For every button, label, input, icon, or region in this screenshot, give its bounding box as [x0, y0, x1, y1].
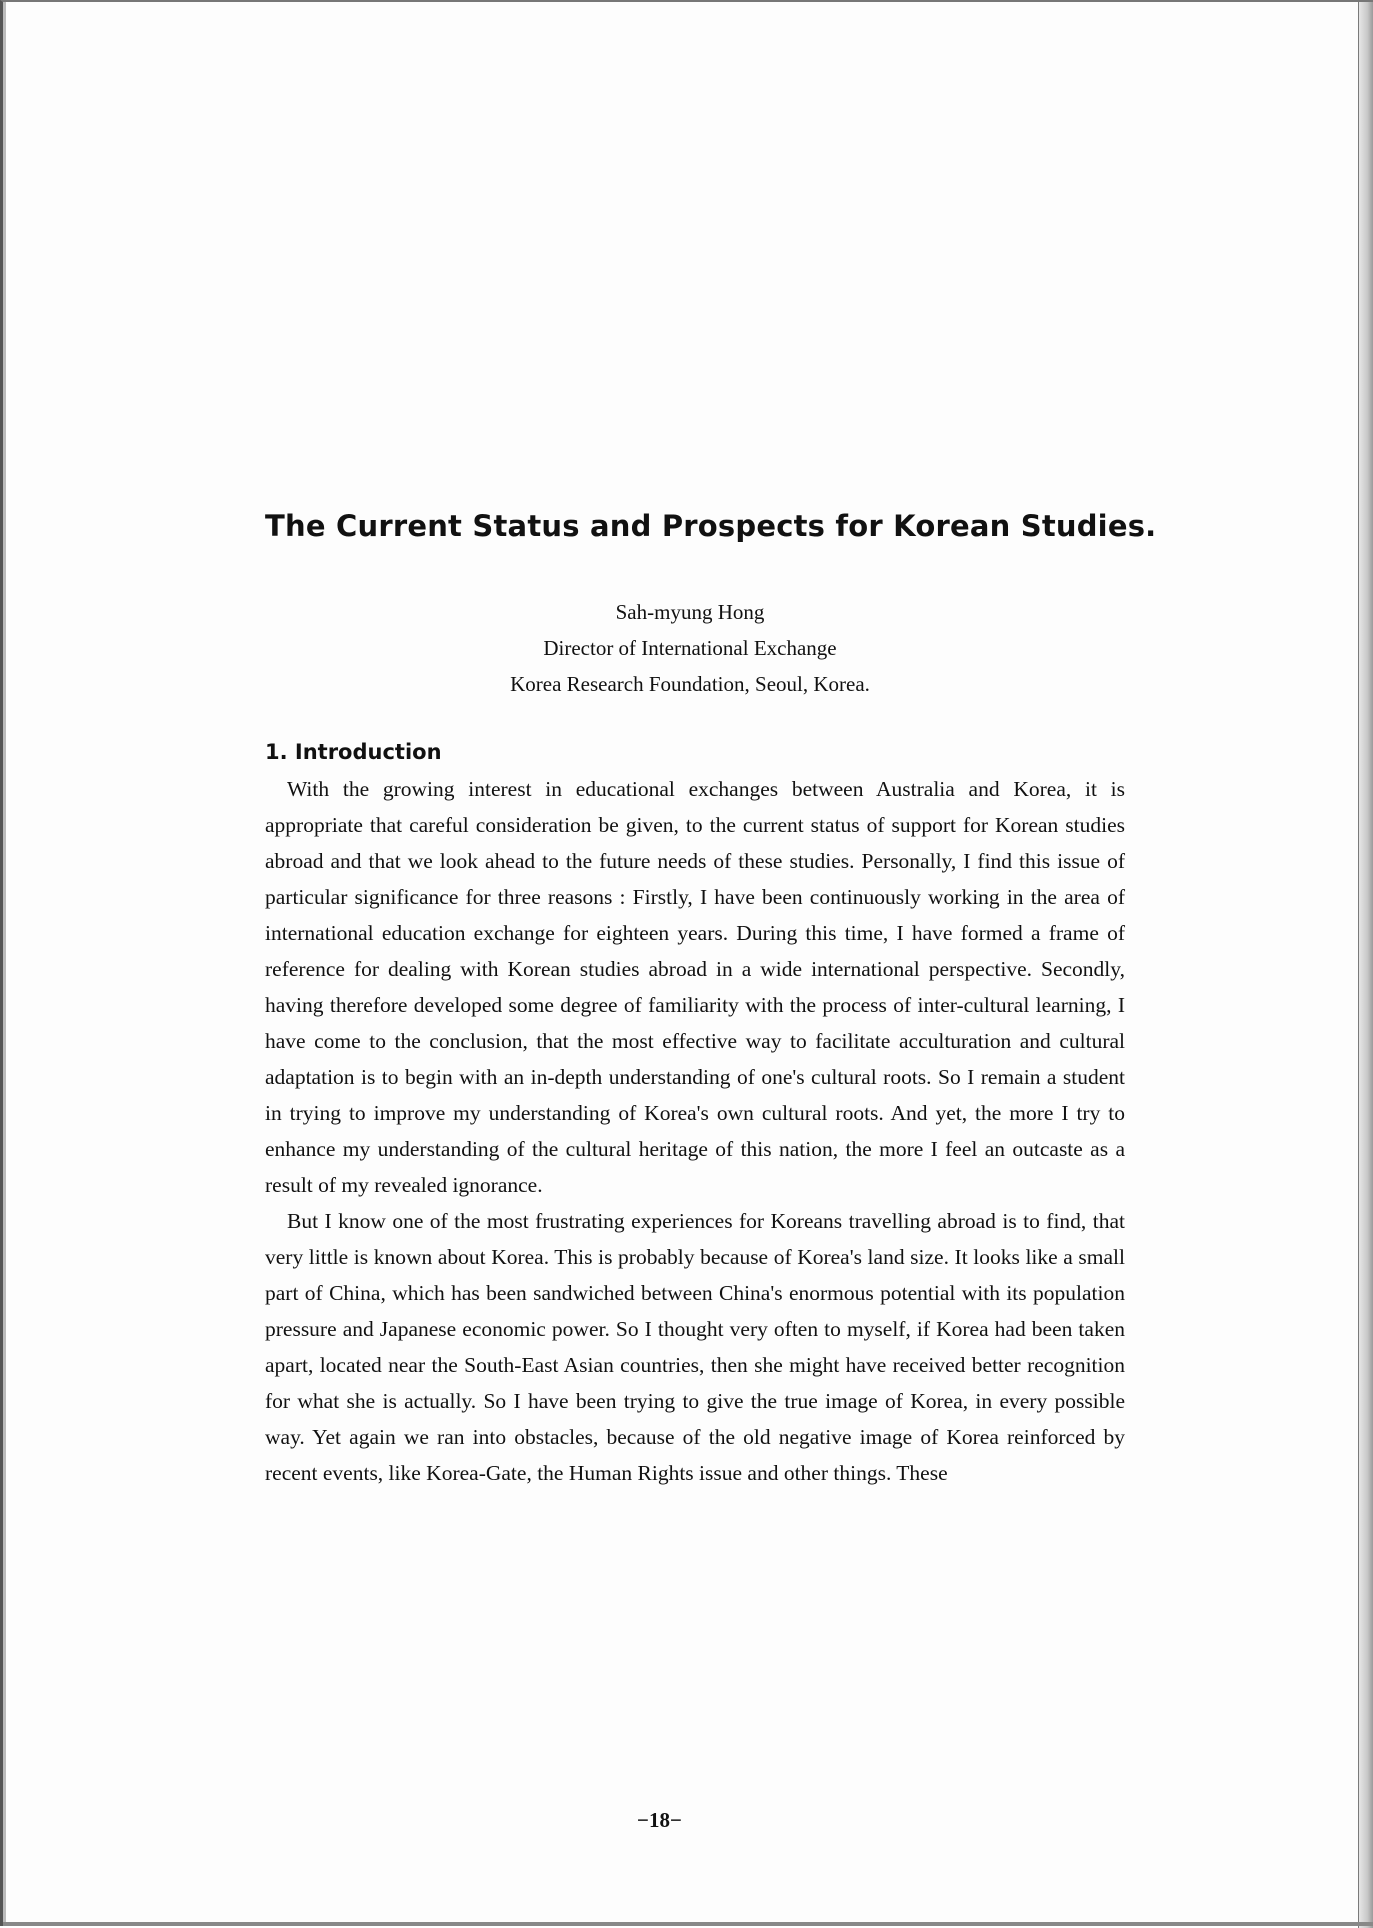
author-name: Sah-myung Hong: [615, 600, 765, 624]
body-text: [265, 771, 1125, 1491]
section-heading: 1. Introduction: [265, 740, 442, 764]
page-number: −18−: [637, 1808, 682, 1832]
document-title: The Current Status and Prospects for Korean Studies.: [265, 509, 1157, 543]
paragraph-1: With the growing interest in educational exchanges between Australia and Korea, it is appropriate that careful consideration be given, to the current status of support for Korean studies abroad and that we look ahead to the future needs of these studies. Personally, I find this issue of particular significance for three reasons : Firstly, I have been continuously working in the area of international education exchange for eighteen years. During this time, I have formed a frame of reference for dealing with Korean studies abroad in a wide international perspective. Secondly, having therefore developed some degree of familiarity with the process of inter-cultural learning, I have come to the conclusion, that the most effective way to facilitate acculturation and cultural adaptation is to begin with an in-depth understanding of one's cultural roots. So I remain a student in trying to improve my understanding of Korea's own cultural roots. And yet, the more I try to enhance my understanding of the cultural heritage of this nation, the more I feel an outcaste as a result of my revealed ignorance.: [265, 777, 1125, 1197]
author-affiliation: Korea Research Foundation, Seoul, Korea.: [510, 672, 870, 696]
author-block: [265, 594, 1115, 702]
author-position: Director of International Exchange: [543, 636, 837, 660]
page-edge-shadow: [1359, 2, 1373, 1928]
page-bottom-edge: [3, 1922, 1373, 1926]
paragraph-2: But I know one of the most frustrating experiences for Koreans travelling abroad is to find, that very little is known about Korea. This is probably because of Korea's land size. It looks like a small part of China, which has been sandwiched between China's enormous potential with its population pressure and Japanese economic power. So I thought very often to myself, if Korea had been taken apart, located near the South-East Asian countries, then she might have received better recognition for what she is actually. So I have been trying to give the true image of Korea, in every possible way. Yet again we ran into obstacles, because of the old negative image of Korea reinforced by recent events, like Korea-Gate, the Human Rights issue and other things. These: [265, 1209, 1125, 1485]
